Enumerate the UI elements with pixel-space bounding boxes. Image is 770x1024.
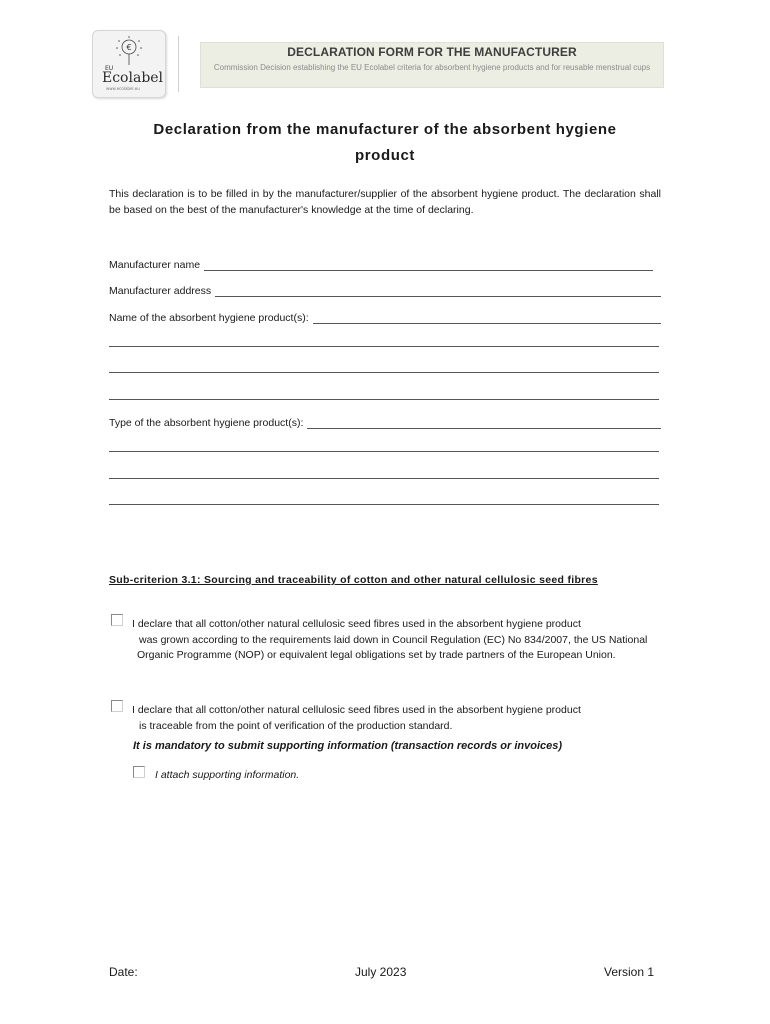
product-name-line[interactable] [313,311,661,324]
footer-version: Version 1 [604,965,655,979]
product-type-blank-line[interactable] [109,504,659,505]
banner-subtitle: Commission Decision establishing the EU Ecolabel criteria for absorbent hygiene products and for reusable menstrual cups [213,63,651,72]
product-type-field[interactable] [109,413,661,429]
header-banner [200,42,664,88]
eu-ecolabel-logo [92,30,166,98]
document-title [100,117,670,169]
svg-text:Ecolabel: Ecolabel [102,70,164,86]
product-type-blank-line[interactable] [109,451,659,452]
declaration-2-continuation: is traceable from the point of verification of the production standard. [139,719,453,732]
footer-date-label: Date: [109,965,138,979]
product-name-blank-line[interactable] [109,346,659,347]
title-line-1: Declaration from the manufacturer of the absorbent hygiene [153,121,617,138]
footer-date-value: July 2023 [355,965,407,979]
declaration-2-text [130,703,660,734]
attach-checkbox[interactable] [133,766,145,778]
mandatory-note: It is mandatory to submit supporting information (transaction records or invoices) [133,740,563,752]
svg-text:EU: EU [105,65,114,72]
declaration-1-checkbox[interactable] [111,614,123,626]
product-type-label: Type of the absorbent hygiene product(s): [109,417,304,429]
product-type-blank-line[interactable] [109,478,659,479]
banner-title: DECLARATION FORM FOR THE MANUFACTURER [287,45,577,59]
declaration-1-first-line: I declare that all cotton/other natural cellulosic seed fibres used in the absorbent hygiene product [132,618,581,630]
manufacturer-address-field[interactable] [109,281,661,297]
attach-label: I attach supporting information. [155,769,300,781]
manufacturer-name-line[interactable] [204,258,653,271]
title-line-2: product [354,147,416,164]
manufacturer-name-label: Manufacturer name [109,259,201,271]
svg-text:€: € [126,43,132,52]
product-name-field[interactable] [109,308,661,324]
declaration-2-first-line: I declare that all cotton/other natural cellulosic seed fibres used in the absorbent hygiene product [132,704,581,716]
manufacturer-address-label: Manufacturer address [109,285,212,297]
declaration-1-continuation: was grown according to the requirements laid down in Council Regulation (EC) No 834/2007, the US National Organic Programme (NOP) or equivalent legal obligations set by trade partners of the European Union. [137,633,648,661]
product-name-blank-line[interactable] [109,399,659,400]
subcriterion-heading: Sub-criterion 3.1: Sourcing and traceability of cotton and other natural cellulosic seed fibres [109,574,598,586]
declaration-1-text [130,617,660,664]
ecolabel-flower-icon [93,31,165,97]
manufacturer-name-field[interactable] [109,255,661,271]
product-name-label: Name of the absorbent hygiene product(s): [109,312,309,324]
declaration-2-checkbox[interactable] [111,700,123,712]
svg-text:www.ecolabel.eu: www.ecolabel.eu [106,86,140,91]
manufacturer-address-line[interactable] [215,284,661,297]
product-name-blank-line[interactable] [109,372,659,373]
intro-paragraph: This declaration is to be filled in by the manufacturer/supplier of the absorbent hygiene product. The declaration shall be based on the best of the manufacturer's knowledge at the time of declaring. [109,188,661,216]
header-divider [178,36,179,92]
product-type-line[interactable] [307,416,661,429]
